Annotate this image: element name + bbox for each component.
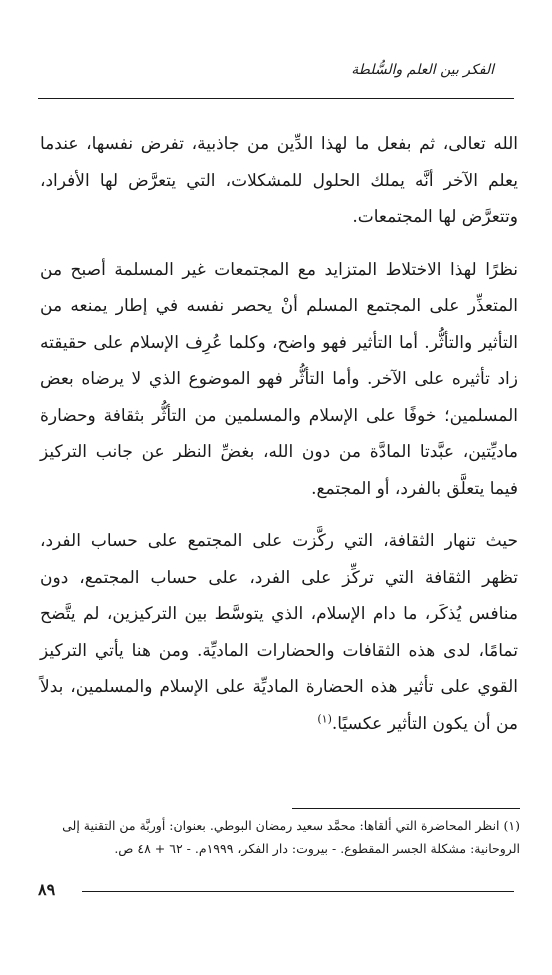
header-rule bbox=[38, 98, 514, 99]
footnote-text: انظر المحاضرة التي ألقاها: محمَّد سعيد رمضان البوطي. بعنوان: أوربَّة من التقنية إلى الروحانية: مشكلة الجسر المقطوع. - بيروت: دار الفكر، ١٩٩٩م. - ٦٢ + ٤٨ ص. bbox=[62, 818, 520, 856]
page-number: ٨٩ bbox=[38, 880, 56, 899]
paragraph-1: الله تعالى، ثم بفعل ما لهذا الدِّين من جاذبية، تفرض نفسها، عندما يعلم الآخر أنَّه يملك الحلول للمشكلات، التي يتعرَّض لها الأفراد، وتتعرَّض لها المجتمعات. bbox=[40, 134, 518, 227]
footnote-marker: (١) bbox=[503, 818, 520, 833]
running-header-title: الفكر بين العلم والسُّلطة bbox=[351, 62, 494, 78]
footnote-rule bbox=[292, 808, 520, 809]
paragraph-3-text: حيث تنهار الثقافة، التي ركَّزت على المجتمع على حساب الفرد، تظهر الثقافة التي تركِّز على الفرد، على حساب المجتمع، دون منافس يُذكَر، ما دام الإسلام، الذي يتوسَّط بين التركيزين، لم يتَّضح تمامًا، لدى هذه الثقافات والحضارات الماديِّة. ومن هنا يأتي التركيز القوي على تأثير هذه الحضارة الماديِّة على الإسلام والمسلمين، بدلاً من أن يكون التأثير عكسيًا. bbox=[40, 531, 518, 734]
footnote-reference: (١) bbox=[317, 711, 332, 725]
footnote-1 bbox=[40, 814, 520, 860]
paragraph-2: نظرًا لهذا الاختلاط المتزايد مع المجتمعات غير المسلمة أصبح من المتعذِّر على المجتمع المسلم أنْ يحصر نفسه في إطار يمنعه من التأثير والتأثُّر. أما التأثير فهو واضح، وكلما عُرِف الإسلام على حقيقته زاد تأثيره على الآخر. وأما التأثُّر فهو الموضوع الذي لا يرضاه بعض المسلمين؛ خوفًا على الإسلام والمسلمين من التأثُّر بثقافة وحضارة ماديِّتين، عبَّدتا المادَّة من دون الله، بغضِّ النظر عن جانب التركيز فيما يتعلَّق بالفرد، أو المجتمع. bbox=[40, 259, 518, 499]
paragraph-3 bbox=[40, 523, 518, 742]
footer-rule bbox=[82, 891, 514, 892]
footnote bbox=[40, 814, 520, 860]
body-text bbox=[40, 126, 518, 742]
